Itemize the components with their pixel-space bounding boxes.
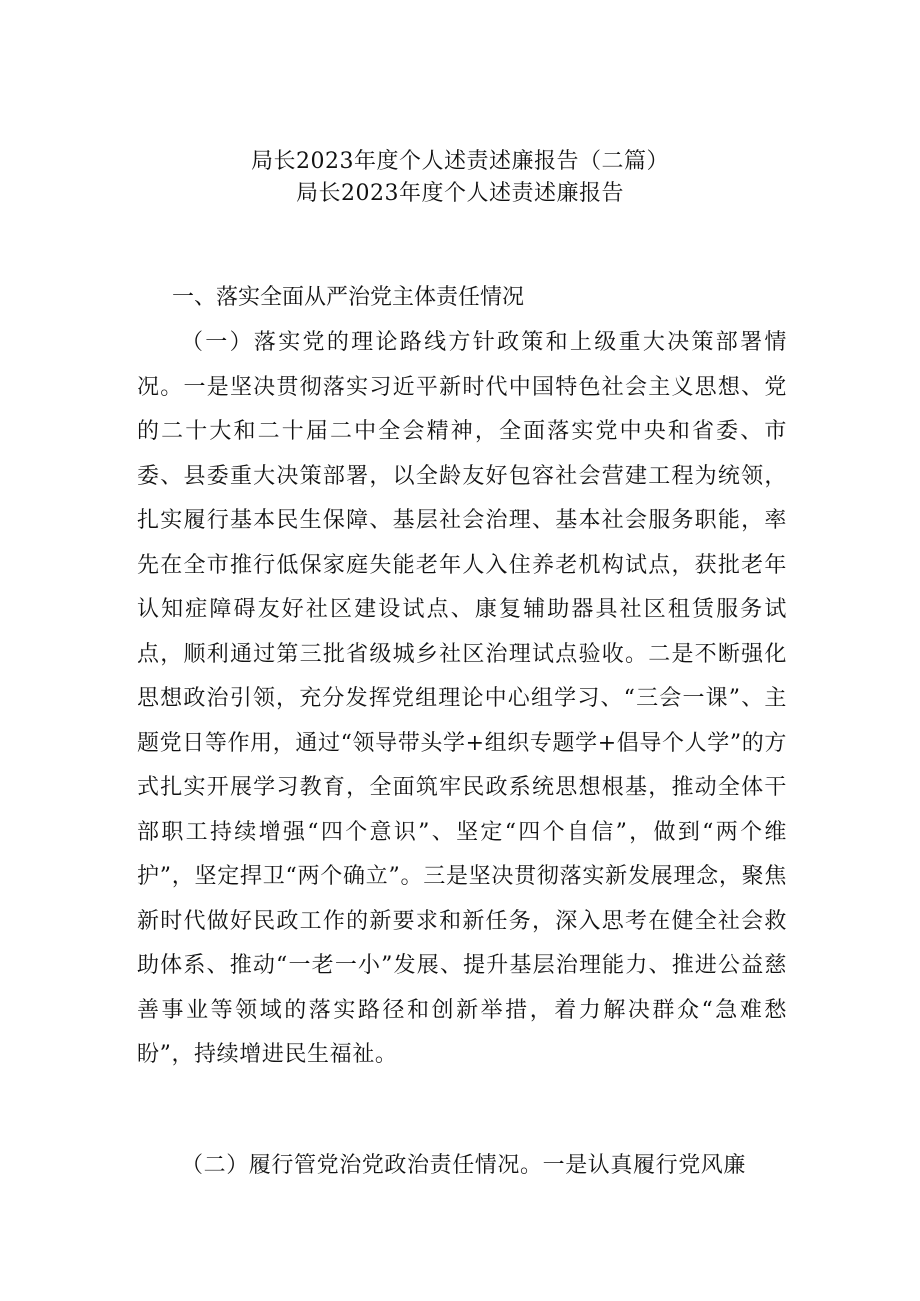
document-subtitle: 局长2023年度个人述责述廉报告 [296, 181, 624, 206]
section-heading: 一、落实全面从严治党主体责任情况 [172, 285, 525, 310]
paragraph-2: （二）履行管党治党政治责任情况。一是认真履行党风廉 [181, 1153, 747, 1178]
document-title: 局长2023年度个人述责述廉报告（二篇） [251, 149, 669, 174]
paragraph-1: （一）落实党的理论路线方针政策和上级重大决策部署情况。一是坚决贯彻落实习近平新时代中国特色社会主义思想、党的二十大和二十届二中全会精神，全面落实党中央和省委、市委、县委重大决策部署，以全龄友好包容社会营建工程为统领，扎实履行基本民生保障、基层社会治理、基本社会服务职能，率先在全市推行低保家庭失能老年人入住养老机构试点，获批老年认知症障碍友好社区建设试点、康复辅助器具社区租赁服务试点，顺利通过第三批省级城乡社区治理试点验收。二是不断强化思想政治引领，充分发挥党组理论中心组学习、“三会一课”、主题党日等作用，通过“领导带头学+组织专题学+倡导个人学”的方式扎实开展学习教育，全面筑牢民政系统思想根基，推动全体干部职工持续增强“四个意识”、坚定“四个自信”，做到“两个维护”，坚定捍卫“两个确立”。三是坚决贯彻落实新发展理念，聚焦新时代做好民政工作的新要求和新任务，深入思考在健全社会救助体系、推动“一老一小”发展、提升基层治理能力、推进公益慈善事业等领域的落实路径和创新举措，着力解决群众“急难愁盼”，持续增进民生福祉。 [137, 330, 787, 1067]
